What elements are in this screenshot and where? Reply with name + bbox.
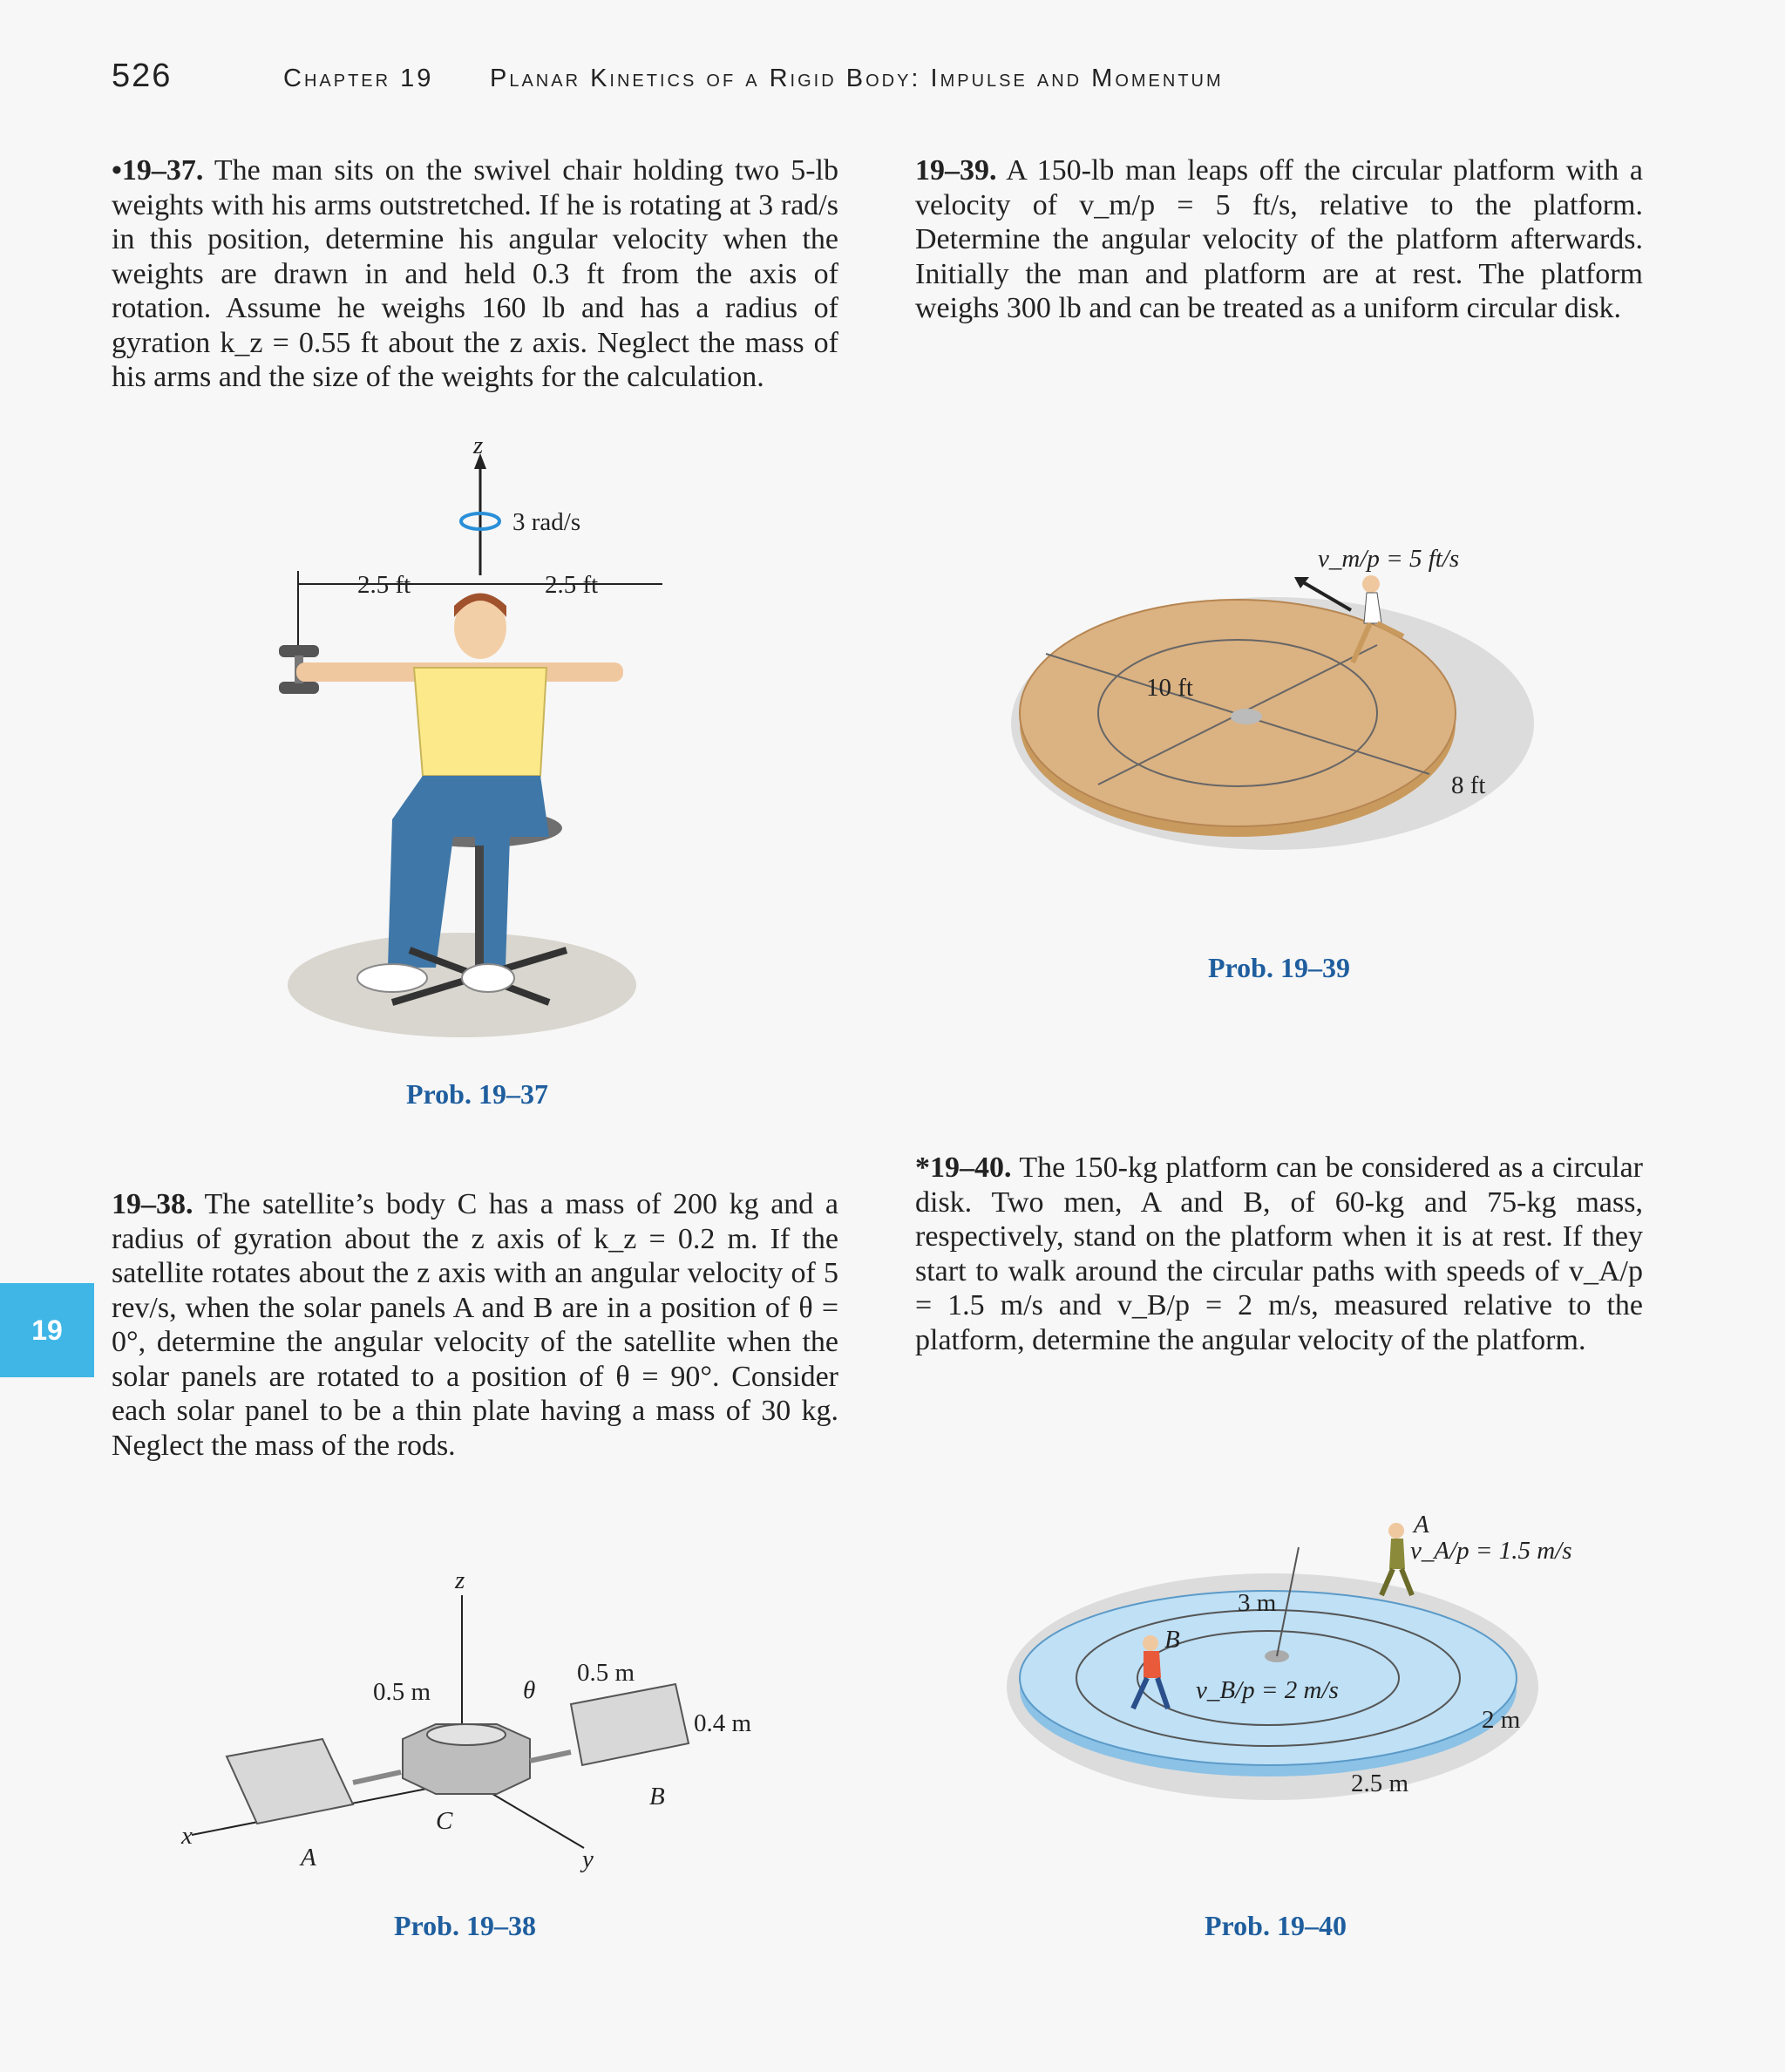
- body-c-label: C: [436, 1807, 453, 1835]
- shirt: [414, 668, 546, 776]
- page-number: 526: [112, 58, 173, 94]
- rod-b: [530, 1752, 571, 1761]
- dim-0-5m-right: 0.5 m: [577, 1659, 635, 1687]
- dim-0-4m: 0.4 m: [694, 1709, 752, 1737]
- right-shoe: [462, 964, 514, 992]
- running-header: [0, 58, 1785, 110]
- problem-text: The 150-kg platform can be considered as a circular disk. Two men, A and B, of 60-kg and 75-kg mass, respectively, stand on the platform when it is at rest. If they start to walk around the circular paths with speeds of v_A/p = 1.5 m/s and v_B/p = 2 m/s, measured relative to the platform, determine the angular velocity of the platform.: [915, 1151, 1643, 1356]
- z-label: z: [455, 1566, 465, 1594]
- problem-number: •19–37.: [112, 154, 204, 187]
- center-hub: [1231, 709, 1262, 724]
- problem-number: 19–39.: [915, 154, 997, 187]
- problem-number: *19–40.: [915, 1151, 1012, 1184]
- left-distance-label: 2.5 ft: [357, 571, 411, 599]
- left-shoe: [357, 964, 427, 992]
- left-dumbbell: [279, 645, 319, 657]
- x-label: x: [181, 1822, 193, 1850]
- panel-b-label: B: [649, 1783, 665, 1810]
- solar-panel-a: [227, 1739, 353, 1824]
- man-b-label: B: [1164, 1626, 1180, 1654]
- right-distance-label: 2.5 ft: [545, 571, 599, 599]
- outer-radius-label: 8 ft: [1451, 771, 1486, 799]
- man-b-velocity-label: v_B/p = 2 m/s: [1196, 1676, 1339, 1704]
- radius-2m-label: 2 m: [1482, 1706, 1521, 1734]
- man-a-figure: [1388, 1523, 1404, 1539]
- problem-19-39: [915, 153, 1643, 326]
- figure-19-39: [994, 523, 1543, 863]
- radius-3m-label: 3 m: [1238, 1589, 1277, 1617]
- velocity-label: v_m/p = 5 ft/s: [1318, 545, 1460, 573]
- figure-19-40: [994, 1499, 1572, 1813]
- theta-label: θ: [523, 1676, 536, 1704]
- man-b-figure: [1143, 1635, 1158, 1651]
- caption-19-39: Prob. 19–39: [1208, 952, 1350, 983]
- omega-label: 3 rad/s: [512, 508, 581, 536]
- y-label: y: [582, 1845, 594, 1873]
- inner-radius-label: 10 ft: [1146, 674, 1193, 702]
- problem-text: A 150-lb man leaps off the circular platform with a velocity of v_m/p = 5 ft/s, relative to the platform. Determine the angular velocity of the platform afterwards. Initially the man and platform are at rest. The platform weighs 300 lb and can be treated as a uniform circular disk.: [915, 154, 1643, 324]
- radius-2-5m-label: 2.5 m: [1351, 1770, 1409, 1797]
- chapter-title: Planar Kinetics of a Rigid Body: Impulse and Momentum: [490, 65, 1224, 92]
- problem-19-40: [915, 1151, 1643, 1357]
- problem-19-38: [112, 1187, 838, 1463]
- problem-text: The man sits on the swivel chair holding two 5-lb weights with his arms outstretched. If he is rotating at 3 rad/s in this position, determine his angular velocity when the weights are drawn in and held 0.3 ft from the axis of rotation. Assume he weighs 160 lb and has a radius of gyration k_z = 0.55 ft about the z axis. Neglect the mass of his arms and the size of the weights for the calculation.: [112, 154, 839, 393]
- dim-0-5m-left: 0.5 m: [373, 1678, 431, 1706]
- problem-19-37: [112, 153, 838, 395]
- rod-a: [353, 1772, 401, 1783]
- figure-19-37: [261, 427, 628, 1055]
- man-figure: [1362, 575, 1380, 593]
- man-a-velocity-label: v_A/p = 1.5 m/s: [1410, 1537, 1572, 1565]
- y-axis: [488, 1791, 584, 1848]
- solar-panel-b: [571, 1684, 689, 1765]
- caption-19-40: Prob. 19–40: [1205, 1910, 1347, 1941]
- man-a-label: A: [1414, 1511, 1429, 1539]
- z-axis-label: z: [473, 431, 484, 459]
- chapter-tab: 19: [0, 1283, 94, 1377]
- panel-a-label: A: [301, 1844, 316, 1872]
- problem-number: 19–38.: [112, 1188, 193, 1220]
- caption-19-38: Prob. 19–38: [394, 1910, 536, 1941]
- caption-19-37: Prob. 19–37: [406, 1078, 548, 1110]
- figure-19-38: [174, 1566, 802, 1883]
- problem-text: The satellite’s body C has a mass of 200 kg and a radius of gyration about the z axis of k_z = 0.2 m. If the satellite rotates about the z axis with an angular velocity of 5 rev/s, when the solar panels A and B are in a position of θ = 0°, determine the angular velocity of the satellite when the solar panels are rotated to a position of θ = 90°. Consider each solar panel to be a thin plate having a mass of 30 kg. Neglect the mass of the rods.: [112, 1188, 838, 1462]
- chapter-label: Chapter 19: [283, 65, 434, 92]
